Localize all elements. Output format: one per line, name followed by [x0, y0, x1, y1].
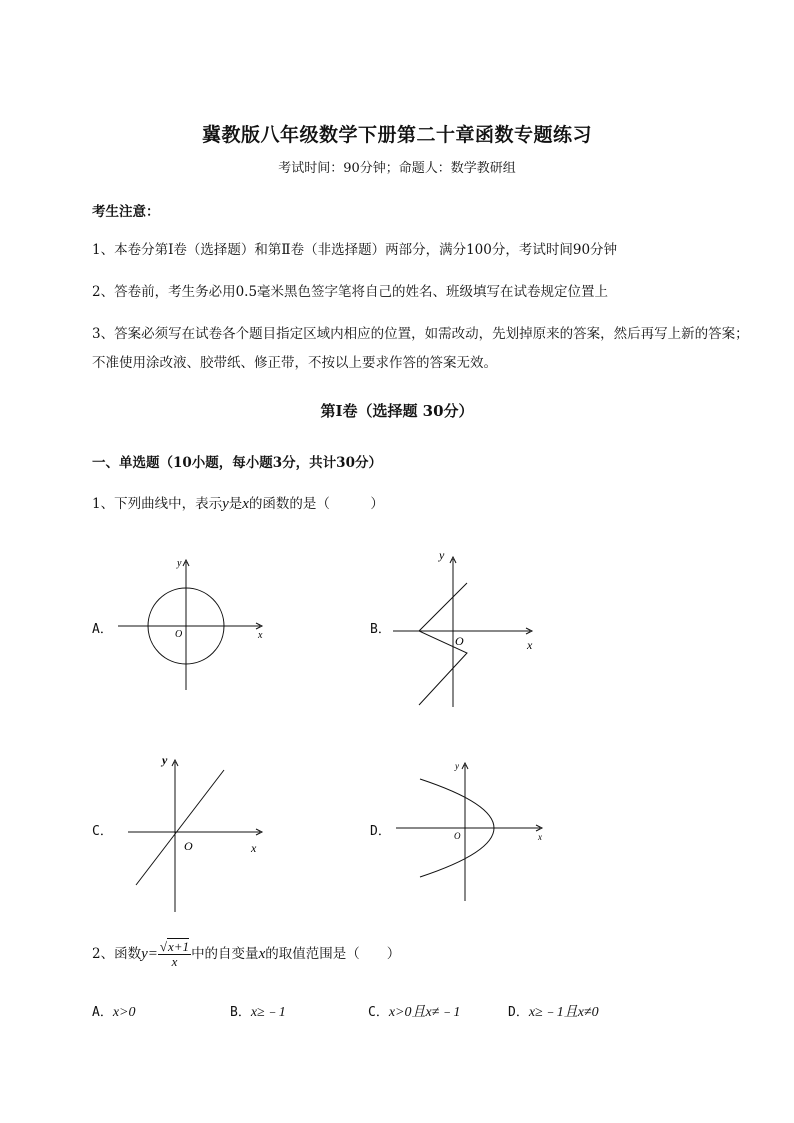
- q2-option-a[interactable]: A．x>0: [92, 1005, 136, 1020]
- q1-option-d-label[interactable]: D．: [370, 824, 391, 839]
- graph-c-line[interactable]: [120, 750, 280, 915]
- notice-item-1: 1、本卷分第Ⅰ卷（选择题）和第Ⅱ卷（非选择题）两部分，满分100分，考试时间90分钟: [92, 242, 618, 258]
- var-y: y: [222, 496, 229, 512]
- q1-option-c-label[interactable]: C．: [92, 824, 113, 839]
- section-title: 第Ⅰ卷（选择题 30分）: [320, 402, 474, 420]
- question-2-stem: 2、函数y= $\frac{√x+1}{x}$ 中的自变量x的取值范围是（ ）: [92, 939, 401, 969]
- graph-d-y-label: y: [455, 761, 459, 771]
- graph-a-origin-label: O: [175, 629, 183, 640]
- graph-d-x-label: x: [538, 832, 542, 842]
- page-title: 冀教版八年级数学下册第二十章函数专题练习: [201, 124, 592, 146]
- q2-option-c[interactable]: C．x>0且x≠﹣1: [368, 1005, 461, 1020]
- var-x: x: [242, 496, 249, 512]
- graph-c-x-label: x: [251, 841, 257, 855]
- q1-option-b-label[interactable]: B．: [370, 622, 391, 637]
- denominator: x: [171, 954, 178, 969]
- graph-d-parabola[interactable]: [390, 755, 555, 905]
- graph-a-x-label: x: [258, 630, 263, 641]
- part-heading: 一、单选题（10小题，每小题3分，共计30分）: [92, 455, 382, 471]
- func-lhs: y=: [141, 946, 158, 962]
- question-1-stem: 1、下列曲线中，表示y是x的函数的是（ ）: [92, 496, 384, 512]
- graph-c-y-label: y: [162, 753, 168, 767]
- q1-option-a-label[interactable]: A．: [92, 622, 113, 637]
- graph-c-origin-label: O: [184, 839, 193, 853]
- sqrt-sign: √: [159, 939, 168, 954]
- graph-a-circle[interactable]: [110, 550, 280, 695]
- graph-b-zigzag[interactable]: [385, 545, 555, 710]
- exam-info: 考试时间：90分钟；命题人：数学教研组: [278, 161, 516, 176]
- notice-heading: 考生注意：: [92, 204, 160, 220]
- notice-item-2: 2、答卷前，考生务必用0.5毫米黑色签字笔将自己的姓名、班级填写在试卷规定位置上: [92, 284, 609, 300]
- q2-option-b[interactable]: B．x≥﹣1: [230, 1005, 286, 1020]
- graph-b-x-label: x: [527, 638, 533, 652]
- graph-a-y-label: y: [177, 558, 182, 569]
- graph-d-origin-label: O: [454, 831, 461, 841]
- numerator: x+1: [168, 939, 190, 954]
- notice-item-3: 3、答案必须写在试卷各个题目指定区域内相应的位置，如需改动，先划掉原来的答案，然后再写上新的答案；不准使用涂改液、胶带纸、修正带，不按以上要求作答的答案无效。: [92, 326, 749, 371]
- fraction: [158, 940, 191, 969]
- graph-b-y-label: y: [439, 548, 445, 562]
- q2-option-d[interactable]: D．x≥﹣1且x≠0: [508, 1005, 599, 1020]
- graph-b-origin-label: O: [455, 634, 464, 648]
